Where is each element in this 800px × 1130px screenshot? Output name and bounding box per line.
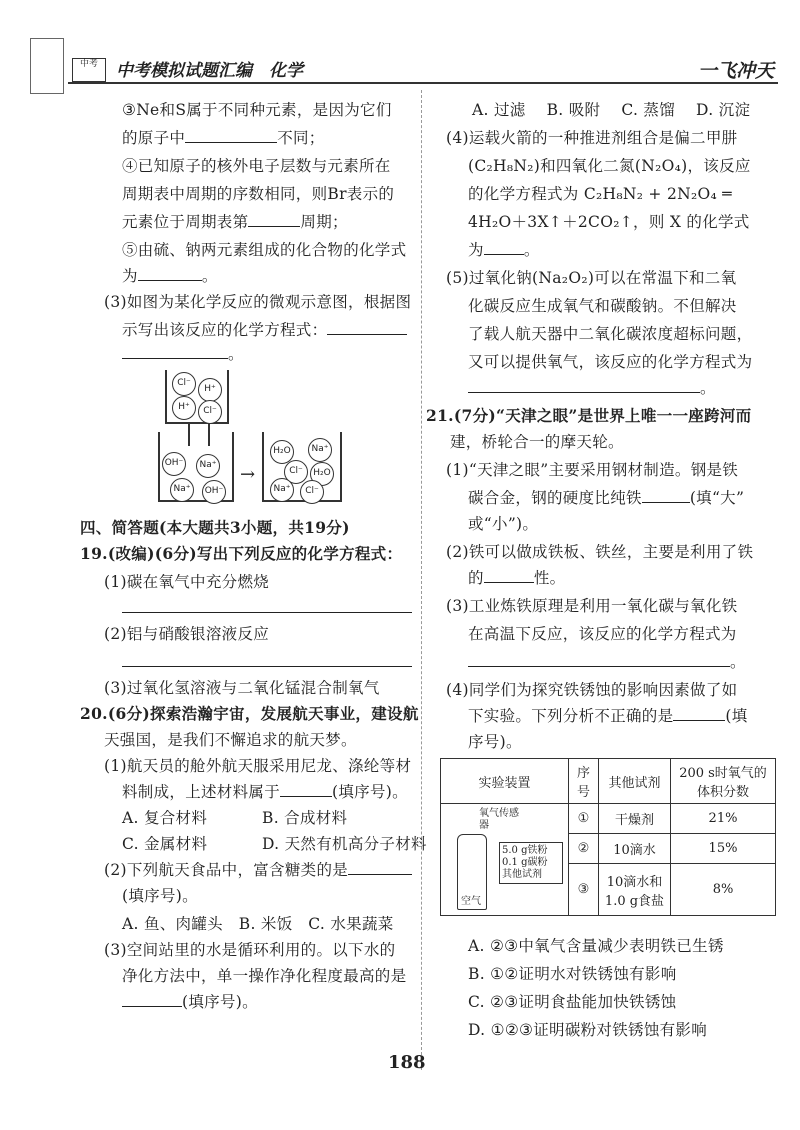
answer-blank[interactable] bbox=[248, 226, 300, 227]
q20-part3: (3)空间站里的水是循环利用的。以下水的 bbox=[104, 941, 396, 959]
answer-blank[interactable] bbox=[122, 612, 412, 613]
arrow-icon: → bbox=[240, 464, 256, 485]
left-line: ③Ne和S属于不同种元素，是因为它们 bbox=[122, 101, 392, 119]
left-line: 元素位于周期表第 周期； bbox=[122, 213, 348, 231]
answer-blank[interactable] bbox=[280, 796, 332, 797]
q21-part1: (1)“天津之眼”主要采用钢材制造。钢是铁 bbox=[446, 461, 739, 479]
table-cell: 15% bbox=[671, 834, 776, 864]
experiment-table bbox=[440, 758, 776, 916]
ion-ball: H₂O bbox=[310, 462, 334, 486]
right-line: 。 bbox=[468, 376, 716, 400]
ion-ball: Cl⁻ bbox=[198, 400, 222, 424]
ion-ball: Na⁺ bbox=[196, 454, 220, 478]
sensor-label: 氧气传感器 bbox=[479, 808, 519, 831]
left-line: 净化方法中，单一操作净化程度最高的是 bbox=[122, 967, 407, 985]
q20-part2: (2)下列航天食品中，富含糖类的是 bbox=[104, 858, 412, 882]
right-line: 了载人航天器中二氧化碳浓度超标问题， bbox=[468, 325, 753, 343]
q19-part2: (2)铝与硝酸银溶液反应 bbox=[104, 625, 270, 643]
answer-blank[interactable] bbox=[185, 142, 277, 143]
table-header: 其他试剂 bbox=[599, 759, 671, 804]
right-line: 序号)。 bbox=[468, 733, 522, 751]
left-line: 。 bbox=[122, 342, 244, 366]
corner-mark bbox=[30, 38, 64, 94]
right-line: 为 。 bbox=[468, 241, 540, 259]
question-19: 19.(改编)(6分)写出下列反应的化学方程式： bbox=[80, 544, 403, 563]
answer-blank[interactable] bbox=[468, 666, 730, 667]
page-header bbox=[68, 54, 778, 84]
page-number: 188 bbox=[388, 1052, 426, 1073]
answer-option-d: D. ①②③证明碳粉对铁锈蚀有影响 bbox=[468, 1021, 708, 1039]
series-logo: 中考 bbox=[72, 58, 106, 82]
table-cell: 10滴水和1.0 g食盐 bbox=[599, 864, 671, 916]
ion-ball: OH⁻ bbox=[162, 452, 186, 476]
ion-ball: Na⁺ bbox=[170, 478, 194, 502]
q19-part3: (3)过氧化氢溶液与二氧化锰混合制氧气 bbox=[104, 679, 380, 697]
apparatus-cell bbox=[441, 804, 569, 916]
answer-blank[interactable] bbox=[348, 874, 412, 875]
table-cell: 干燥剂 bbox=[599, 804, 671, 834]
answer-blank[interactable] bbox=[122, 1006, 182, 1007]
table-header-row bbox=[441, 759, 776, 804]
right-line: 又可以提供氧气，该反应的化学方程式为 bbox=[468, 353, 753, 371]
q21-part2: (2)铁可以做成铁板、铁丝，主要是利用了铁 bbox=[446, 543, 754, 561]
answer-blank[interactable] bbox=[138, 280, 202, 281]
air-label: 空气 bbox=[461, 896, 481, 907]
answer-blank[interactable] bbox=[642, 502, 690, 503]
left-line bbox=[122, 650, 412, 674]
right-line: 建，桥轮合一的摩天轮。 bbox=[450, 433, 624, 451]
left-line: 天强国，是我们不懈追求的航天梦。 bbox=[104, 731, 357, 749]
q20-part1: (1)航天员的舱外航天服采用尼龙、涤纶等材 bbox=[104, 757, 412, 775]
ion-ball: Na⁺ bbox=[270, 478, 294, 502]
right-line: 。 bbox=[468, 650, 746, 674]
left-line: ④已知原子的核外电子层数与元素所在 bbox=[122, 157, 391, 175]
table-cell: ② bbox=[569, 834, 599, 864]
left-line: 料制成，上述材料属于 (填序号)。 bbox=[122, 783, 408, 801]
left-line bbox=[122, 596, 412, 620]
answer-blank[interactable] bbox=[327, 334, 407, 335]
q21-part4: (4)同学们为探究铁锈蚀的影响因素做了如 bbox=[446, 681, 738, 699]
table-cell: 21% bbox=[671, 804, 776, 834]
table-cell: 8% bbox=[671, 864, 776, 916]
section-heading: 四、简答题(本大题共3小题，共19分) bbox=[80, 518, 350, 537]
answer-option-b: B. ①②证明水对铁锈蚀有影响 bbox=[468, 965, 677, 983]
q21-part3: (3)工业炼铁原理是利用一氧化碳与氧化铁 bbox=[446, 597, 738, 615]
book-title: 中考模拟试题汇编 化学 bbox=[116, 61, 303, 81]
answer-blank[interactable] bbox=[673, 720, 725, 721]
right-line: (C₂H₈N₂)和四氧化二氮(N₂O₄)，该反应 bbox=[468, 157, 751, 175]
table-cell: ① bbox=[569, 804, 599, 834]
ion-ball: H⁺ bbox=[198, 378, 222, 402]
q20-part5: (5)过氧化钠(Na₂O₂)可以在常温下和二氧 bbox=[446, 269, 737, 287]
ion-ball: Cl⁻ bbox=[172, 372, 196, 396]
answer-blank[interactable] bbox=[468, 392, 700, 393]
option-a: A. 复合材料 bbox=[122, 809, 208, 827]
left-line: ⑤由硫、钠两元素组成的化合物的化学式 bbox=[122, 241, 407, 259]
brand-name: 一飞冲天 bbox=[697, 60, 774, 82]
q20-part3-options: A. 过滤 B. 吸附 C. 蒸馏 D. 沉淀 bbox=[472, 101, 751, 119]
answer-blank[interactable] bbox=[484, 254, 524, 255]
right-line: 的 性。 bbox=[468, 569, 566, 587]
left-line: 示写出该反应的化学方程式： bbox=[122, 318, 407, 342]
table-header: 实验装置 bbox=[441, 759, 569, 804]
right-line: 的化学方程式为 C₂H₈N₂ + 2N₂O₄ ═ bbox=[468, 185, 732, 203]
ion-ball: Cl⁻ bbox=[300, 480, 324, 504]
left-line: 为 。 bbox=[122, 267, 218, 285]
left-line: 的原子中 不同； bbox=[122, 129, 325, 147]
right-line: 4H₂O＋3X↑＋2CO₂↑，则 X 的化学式 bbox=[468, 213, 750, 231]
question-20: 20.(6分)探索浩瀚宇宙，发展航天事业，建设航 bbox=[80, 704, 419, 723]
reagent-label: 5.0 g铁粉 0.1 g碳粉 其他试剂 bbox=[499, 842, 563, 884]
option-c: C. 金属材料 bbox=[122, 835, 208, 853]
ion-ball: H⁺ bbox=[172, 396, 196, 420]
right-line: 在高温下反应，该反应的化学方程式为 bbox=[468, 625, 737, 643]
ion-ball: H₂O bbox=[270, 440, 294, 464]
right-line: 碳合金，钢的硬度比纯铁 (填“大” bbox=[468, 489, 745, 507]
right-line: 化碳反应生成氧气和碳酸钠。不但解决 bbox=[468, 297, 737, 315]
table-header: 序号 bbox=[569, 759, 599, 804]
table-cell: ③ bbox=[569, 864, 599, 916]
ion-ball: Na⁺ bbox=[308, 438, 332, 462]
ion-ball: OH⁻ bbox=[202, 480, 226, 504]
left-line: (填序号)。 bbox=[122, 887, 198, 905]
left-line: (填序号)。 bbox=[122, 990, 258, 1014]
q20-part4: (4)运载火箭的一种推进剂组合是偏二甲肼 bbox=[446, 129, 738, 147]
table-cell: 10滴水 bbox=[599, 834, 671, 864]
option-b: B. 合成材料 bbox=[262, 809, 348, 827]
answer-blank[interactable] bbox=[122, 358, 228, 359]
right-line: 下实验。下列分析不正确的是 (填 bbox=[468, 707, 748, 725]
answer-option-a: A. ②③中氧气含量减少表明铁已生锈 bbox=[468, 937, 724, 955]
option-d: D. 天然有机高分子材料 bbox=[262, 835, 427, 853]
column-divider bbox=[421, 90, 422, 1070]
question-3: (3)如图为某化学反应的微观示意图，根据图 bbox=[104, 293, 412, 311]
answer-blank[interactable] bbox=[122, 666, 412, 667]
question-21: 21.(7分)“天津之眼”是世界上唯一一座跨河而 bbox=[426, 406, 752, 425]
q19-part1: (1)碳在氧气中充分燃烧 bbox=[104, 573, 270, 591]
left-line: 周期表中周期的序数相同，则Br表示的 bbox=[122, 185, 395, 203]
answer-option-c: C. ②③证明食盐能加快铁锈蚀 bbox=[468, 993, 677, 1011]
q20-part2-options: A. 鱼、肉罐头 B. 米饭 C. 水果蔬菜 bbox=[122, 915, 394, 933]
right-line: 或“小”)。 bbox=[468, 515, 539, 533]
table-header: 200 s时氧气的体积分数 bbox=[671, 759, 776, 804]
ion-ball: Cl⁻ bbox=[284, 460, 308, 484]
answer-blank[interactable] bbox=[484, 582, 534, 583]
table-row bbox=[441, 804, 776, 834]
